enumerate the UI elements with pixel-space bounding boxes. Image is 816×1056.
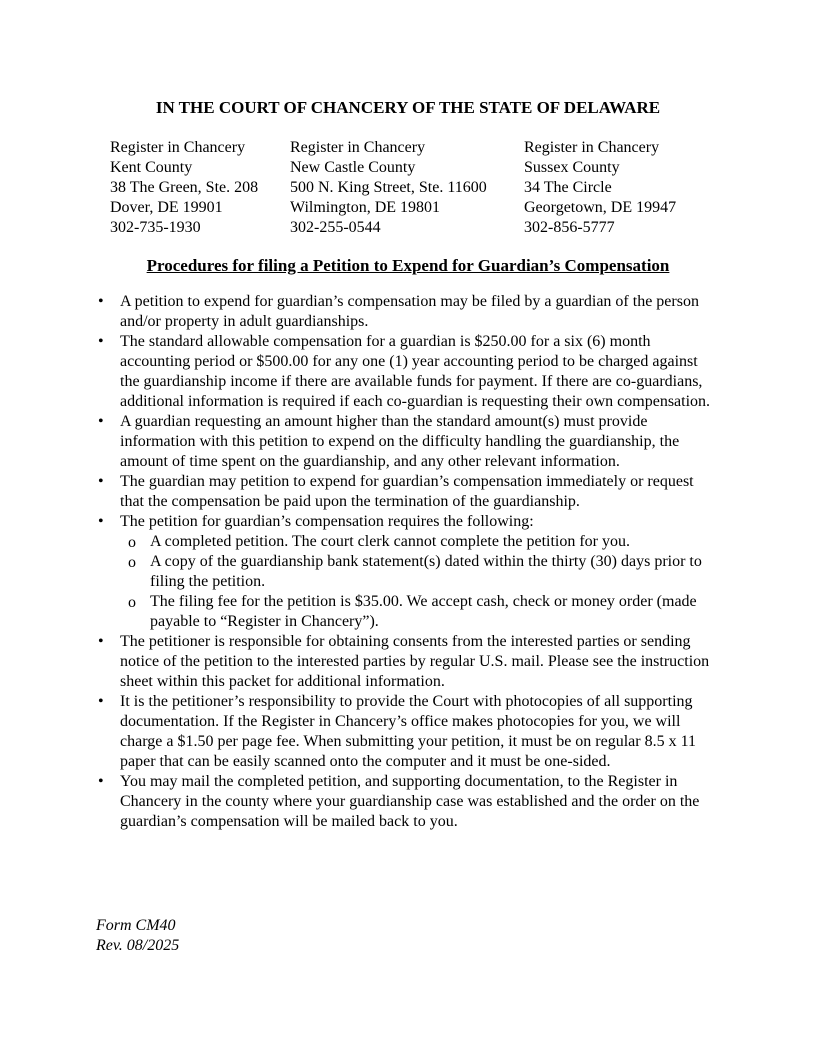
office-name: Register in Chancery [290,139,426,156]
bullet-icon: • [98,473,104,490]
list-item: • The petitioner is responsible for obtaining consents from the interested parties or sending notice of the petition to the interested parties by regular U.S. mail. Please see the instruction sheet within this packet for additional information. [98,633,710,690]
form-footer [96,916,179,956]
circle-bullet-icon: o [128,554,136,571]
sub-list-item: o The filing fee for the petition is $35.00. We accept cash, check or money order (made payable to “Register in Chancery”). [128,593,697,630]
office-street: 38 The Green, Ste. 208 [110,179,259,196]
bullet-icon: • [98,773,104,790]
office-phone: 302-255-0544 [290,219,381,236]
office-street: 34 The Circle [524,179,612,196]
revision-date: Rev. 08/2025 [96,937,180,954]
office-city: Georgetown, DE 19947 [524,199,677,216]
office-sussex [524,138,676,238]
list-item: • The petition for guardian’s compensation requires the following: o A completed petition. The court clerk cannot complete the petition for you. o A copy of the guardianship bank statement(s) dated within the thirty (30) days prior to filing the petition. o The filing fee for the petition is $35.00. We accept cash, check or money order (made payable to “Register in Chancery”). [100,512,720,632]
list-item: • The guardian may petition to expend for guardian’s compensation immediately or request that the compensation be paid upon the termination of the guardianship. [98,473,694,510]
requirements-list [120,532,720,632]
office-phone: 302-735-1930 [110,219,201,236]
office-street: 500 N. King Street, Ste. 11600 [290,179,487,196]
circle-bullet-icon: o [128,534,136,551]
office-county: Kent County [110,159,193,176]
bullet-icon: • [98,413,104,430]
office-county: Sussex County [524,159,620,176]
bullet-icon: • [98,333,104,350]
office-phone: 302-856-5777 [524,219,615,236]
procedures-list [100,292,720,832]
circle-bullet-icon: o [128,594,136,611]
bullet-icon: • [98,293,104,310]
list-item: • You may mail the completed petition, and supporting documentation, to the Register in Chancery in the county where your guardianship case was established and the order on the guardian’s compensation will be mailed back to you. [98,773,700,830]
bullet-icon: • [98,633,104,650]
procedures-heading: Procedures for filing a Petition to Expend for Guardian’s Compensation [146,256,670,275]
office-kent [110,138,258,238]
office-name: Register in Chancery [524,139,660,156]
bullet-icon: • [98,513,104,530]
list-item: • A guardian requesting an amount higher than the standard amount(s) must provide information with this petition to expend on the difficulty handling the guardianship, the amount of time spent on the guardianship, and any other relevant information. [98,413,680,470]
list-item: • The standard allowable compensation for a guardian is $250.00 for a six (6) month accounting period or $500.00 for any one (1) year accounting period to be charged against the guardianship income if there are available funds for payment. If there are co-guardians, additional information is required if each co-guardian is requesting their own compensation. [98,333,711,410]
office-county: New Castle County [290,159,416,176]
list-item: • A petition to expend for guardian’s compensation may be filed by a guardian of the person and/or property in adult guardianships. [98,293,699,330]
office-new-castle [290,138,487,238]
office-name: Register in Chancery [110,139,246,156]
court-title: IN THE COURT OF CHANCERY OF THE STATE OF DELAWARE [155,98,661,117]
form-number: Form CM40 [96,917,176,934]
sub-list-item: o A copy of the guardianship bank statement(s) dated within the thirty (30) days prior to filing the petition. [128,553,702,590]
office-city: Dover, DE 19901 [110,199,223,216]
list-item: • It is the petitioner’s responsibility to provide the Court with photocopies of all supporting documentation. If the Register in Chancery’s office makes photocopies for you, we will charge a $1.50 per page fee. When submitting your petition, it must be on regular 8.5 x 11 paper that can be easily scanned onto the computer and it must be one-sided. [98,693,697,770]
bullet-icon: • [98,693,104,710]
office-city: Wilmington, DE 19801 [290,199,441,216]
sub-list-item: o A completed petition. The court clerk cannot complete the petition for you. [128,533,631,551]
